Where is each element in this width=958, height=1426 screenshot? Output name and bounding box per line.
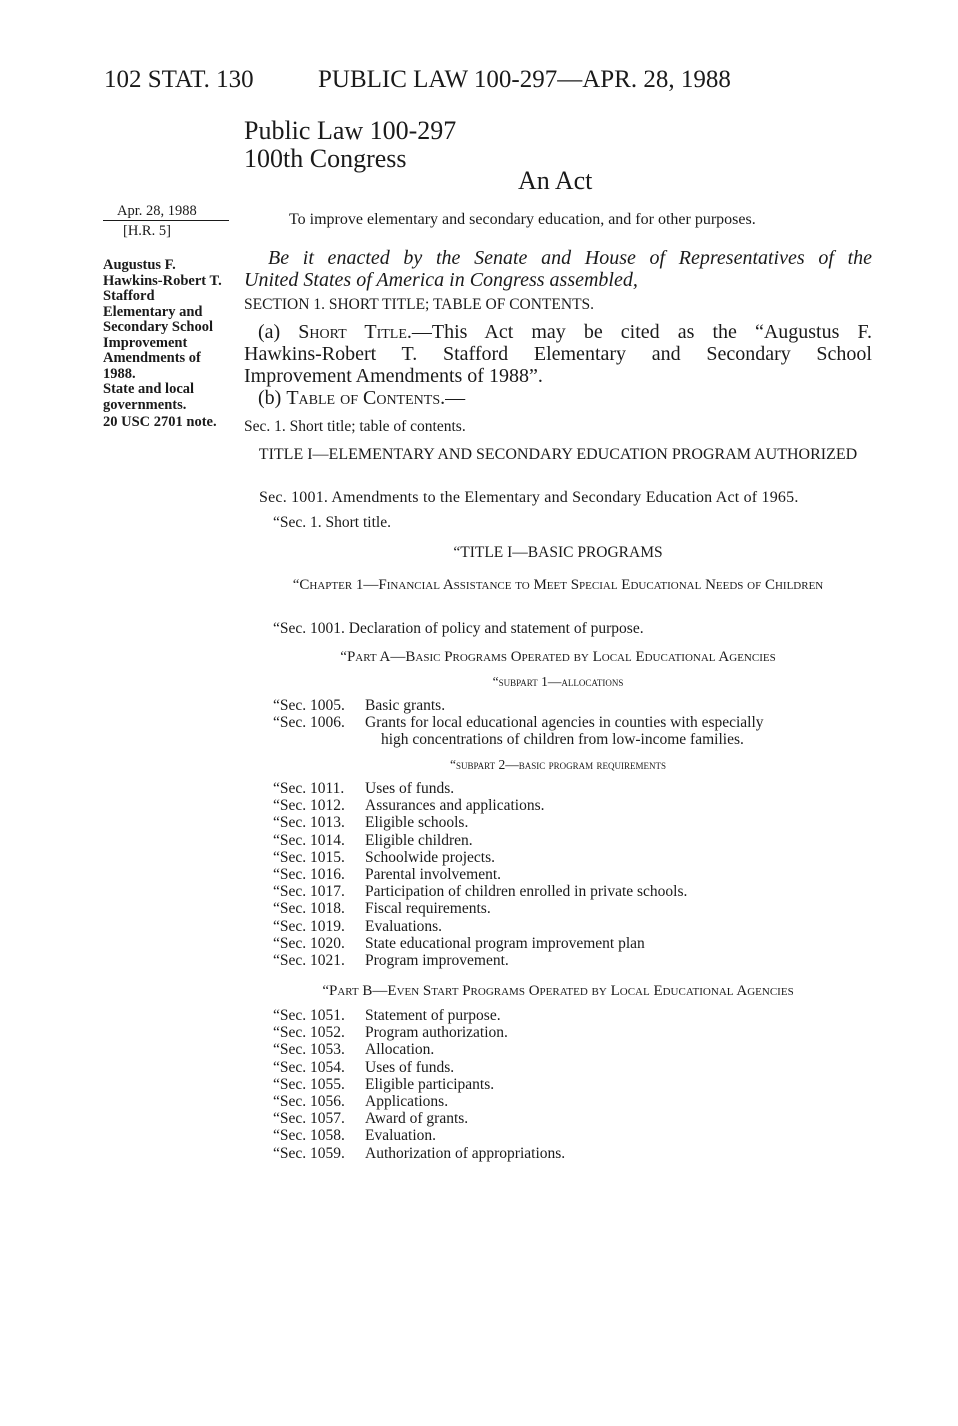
toc-section-number: “Sec. 1059.: [273, 1144, 345, 1162]
toc-section-number: “Sec. 1014.: [273, 831, 345, 849]
toc-chapter1-heading: “Chapter 1—Financial Assistance to Meet Special Educational Needs of Children: [292, 577, 824, 593]
toc-section-number: “Sec. 1017.: [273, 883, 345, 901]
toc-list-item: [273, 1076, 565, 1093]
toc-section-title: Evaluations.: [365, 917, 443, 935]
toc-list-item: [273, 1024, 565, 1041]
margin-code-note: 20 USC 2701 note.: [103, 414, 217, 430]
toc-section-number: “Sec. 1012.: [273, 797, 345, 815]
toc-subpart2-heading: “subpart 2—basic program requirements: [449, 757, 667, 772]
toc-section-title: Applications.: [365, 1093, 449, 1111]
toc-section-number: “Sec. 1021.: [273, 952, 345, 970]
toc-list-item: [273, 900, 687, 917]
toc-sec1001: Sec. 1001. Amendments to the Elementary and Secondary Education Act of 1965.: [259, 489, 799, 506]
toc-sec1001-declaration: “Sec. 1001. Declaration of policy and statement of purpose.: [273, 620, 644, 637]
toc-list-item: [273, 1145, 565, 1162]
short-title-line3: Improvement Amendments of 1988”.: [244, 365, 543, 387]
short-title-line2: Hawkins-Robert T. Stafford Elementary and Secondary School: [244, 343, 872, 365]
an-act-heading: An Act: [518, 166, 593, 195]
toc-section-title: Basic grants.: [365, 697, 446, 714]
toc-section-title: Program authorization.: [365, 1024, 508, 1042]
toc-section-number: “Sec. 1053.: [273, 1041, 345, 1059]
toc-section-number: “Sec. 1016.: [273, 866, 345, 884]
margin-date: Apr. 28, 1988: [103, 204, 229, 221]
toc-section-number: “Sec. 1013.: [273, 814, 345, 832]
toc-list-item: [273, 1059, 565, 1076]
toc-section-title: Grants for local educational agencies in counties with especially: [365, 714, 764, 732]
toc-sec1-short-title: “Sec. 1. Short title.: [273, 514, 391, 531]
toc-subpart1-heading: “subpart 1—allocations: [492, 674, 624, 689]
table-of-contents-dash: .—: [440, 387, 466, 409]
enacting-clause-line2: United States of America in Congress assembled,: [244, 269, 638, 291]
toc-section-number: “Sec. 1056.: [273, 1093, 345, 1111]
public-law-number: Public Law 100-297: [244, 116, 457, 145]
margin-topic-note: State and local governments.: [103, 381, 195, 413]
toc-list-item: [273, 1127, 565, 1144]
toc-part-a-heading: “Part A—Basic Programs Operated by Local Educational Agencies: [340, 649, 776, 665]
toc-section-number: “Sec. 1020.: [273, 934, 345, 952]
toc-list-item: [273, 849, 687, 866]
toc-section-number: “Sec. 1015.: [273, 848, 345, 866]
short-title-line1-rest: .—This Act may be cited as the “Augustus F.: [406, 321, 872, 343]
toc-section-title: Authorization of appropriations.: [365, 1144, 566, 1162]
enacting-clause-line1: Be it enacted by the Senate and House of Representatives of the: [268, 247, 872, 269]
toc-list-item: [273, 714, 764, 748]
margin-notes: [103, 204, 228, 431]
toc-section-number: “Sec. 1058.: [273, 1127, 345, 1145]
toc-section-number: “Sec. 1006.: [273, 714, 345, 732]
toc-section-title: Eligible children.: [365, 831, 473, 849]
toc-subpart1-list: [273, 697, 764, 749]
act-purpose: To improve elementary and secondary education, and for other purposes.: [289, 211, 756, 228]
toc-section-title: Statement of purpose.: [365, 1007, 501, 1024]
margin-short-title-note: Augustus F. Hawkins-Robert T. Stafford Elementary and Secondary School Improvement Amendments of 1988.: [103, 257, 222, 382]
toc-section-title: Eligible participants.: [365, 1075, 495, 1093]
toc-section-number: “Sec. 1051.: [273, 1007, 345, 1024]
toc-list-item: [273, 1041, 565, 1058]
congress-label: 100th Congress: [244, 144, 407, 173]
section1-heading: SECTION 1. SHORT TITLE; TABLE OF CONTENTS.: [244, 296, 595, 313]
toc-list-item: [273, 883, 687, 900]
toc-section-number: “Sec. 1054.: [273, 1058, 345, 1076]
toc-list-item: [273, 1007, 565, 1024]
toc-section-title: State educational program improvement plan: [365, 934, 645, 952]
short-title-paragraph: [244, 321, 872, 387]
toc-section-number: “Sec. 1057.: [273, 1110, 345, 1128]
toc-part-b-list: [273, 1007, 565, 1162]
toc-part-b-heading: “Part B—Even Start Programs Operated by Local Educational Agencies: [322, 983, 794, 999]
toc-section-title-continued: high concentrations of children from low-income families.: [381, 731, 744, 749]
toc-section-number: “Sec. 1018.: [273, 900, 345, 918]
running-header: PUBLIC LAW 100-297—APR. 28, 1988: [318, 66, 731, 93]
toc-list-item: [273, 866, 687, 883]
toc-list-item: [273, 780, 687, 797]
toc-section-title: Uses of funds.: [365, 780, 455, 797]
subsection-a-label: (a): [258, 321, 299, 343]
toc-section-title: Allocation.: [365, 1041, 435, 1059]
toc-section-title: Uses of funds.: [365, 1058, 455, 1076]
margin-bill-number: [H.R. 5]: [123, 222, 171, 239]
toc-section-number: “Sec. 1005.: [273, 697, 345, 714]
toc-section-title: Parental involvement.: [365, 866, 502, 884]
enacting-clause: [244, 247, 872, 291]
toc-list-item: [273, 1110, 565, 1127]
toc-list-item: [273, 814, 687, 831]
toc-section-number: “Sec. 1019.: [273, 917, 345, 935]
toc-list-item: [273, 952, 687, 969]
toc-sec1: Sec. 1. Short title; table of contents.: [244, 418, 466, 435]
toc-list-item: [273, 832, 687, 849]
subsection-b-label: (b): [258, 387, 287, 409]
toc-section-title: Evaluation.: [365, 1127, 437, 1145]
toc-section-title: Schoolwide projects.: [365, 848, 496, 866]
short-title-line1: [244, 321, 872, 343]
toc-list-item: [273, 797, 687, 814]
toc-section-title: Eligible schools.: [365, 814, 469, 832]
toc-list-item: [273, 1093, 565, 1110]
short-title-caption: Short Title: [298, 321, 407, 343]
toc-title1-heading: TITLE I—ELEMENTARY AND SECONDARY EDUCATION PROGRAM AUTHORIZED: [258, 446, 858, 463]
toc-section-number: “Sec. 1055.: [273, 1075, 345, 1093]
toc-subpart2-list: [273, 780, 687, 969]
table-of-contents-lead: [258, 387, 465, 410]
toc-list-item: [273, 918, 687, 935]
toc-section-title: Fiscal requirements.: [365, 900, 491, 918]
law-title-block: [244, 117, 456, 173]
toc-section-title: Award of grants.: [365, 1110, 469, 1128]
page-stat-number: 102 STAT. 130: [104, 66, 254, 93]
table-of-contents-caption: Table of Contents: [286, 387, 441, 409]
toc-section-title: Program improvement.: [365, 952, 509, 970]
toc-section-title: Participation of children enrolled in private schools.: [365, 883, 688, 901]
toc-section-number: “Sec. 1052.: [273, 1024, 345, 1042]
toc-list-item: [273, 697, 764, 714]
toc-section-number: “Sec. 1011.: [273, 780, 345, 797]
toc-title1-basic: “TITLE I—BASIC PROGRAMS: [453, 544, 663, 561]
toc-list-item: [273, 935, 687, 952]
toc-section-title: Assurances and applications.: [365, 797, 545, 815]
